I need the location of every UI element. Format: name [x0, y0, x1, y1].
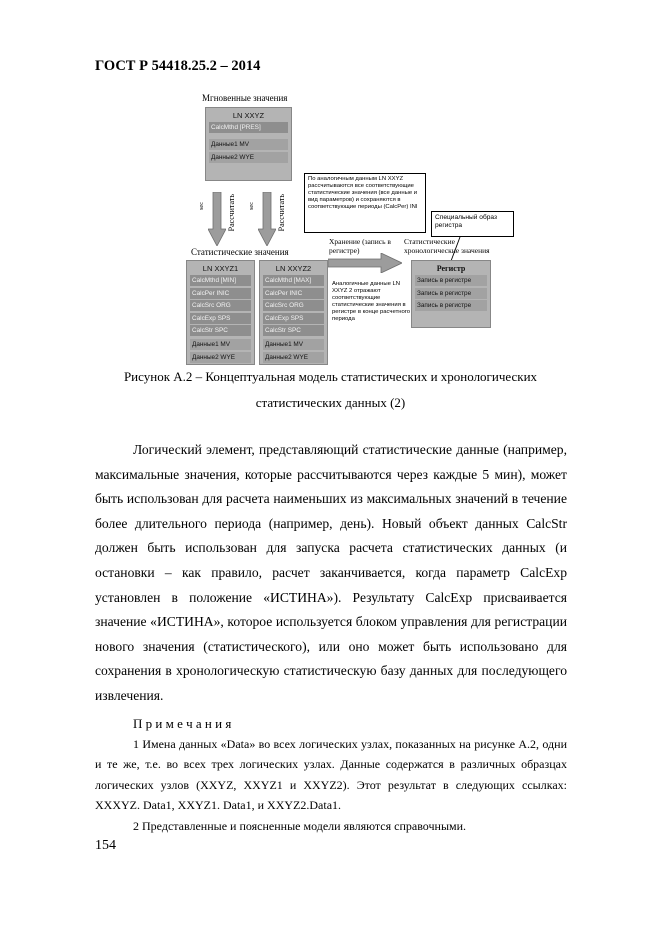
- ln-xxyz1-row: CalcStr SPC: [190, 325, 251, 336]
- ln-xxyz2-row: CalcMthd [MAX]: [263, 275, 324, 286]
- ln-xxyz2-title: LN XXYZ2: [275, 264, 312, 273]
- ln-xxyz1-row: Данные1 MV: [190, 339, 251, 350]
- ln-xxyz1-row: CalcSrc ORG: [190, 300, 251, 311]
- body-text-block: [95, 438, 567, 836]
- sec-label: sec: [198, 202, 205, 211]
- ln-xxyz-row: Данные1 MV: [209, 139, 288, 150]
- register-row: Запись в регистре: [415, 288, 487, 299]
- register-row: Запись в регистре: [415, 275, 487, 286]
- down-arrow-icon: [208, 192, 226, 251]
- register-row: Запись в регистре: [415, 300, 487, 311]
- instant-values-label: Мгновенные значения: [202, 93, 288, 103]
- right-arrow-icon: [328, 253, 402, 278]
- page-number: 154: [95, 838, 116, 853]
- ln-xxyz-row: Данные2 WYE: [209, 152, 288, 163]
- notes-title: П р и м е ч а н и я: [133, 715, 232, 731]
- ln-xxyz1-row: CalcMthd [MIN]: [190, 275, 251, 286]
- down-arrow-icon: [258, 192, 276, 251]
- register-callout: Специальный образ регистра: [431, 211, 514, 237]
- chronological-values-label: Статистические хронологические значения: [404, 237, 490, 255]
- ln-xxyz1-box: [186, 260, 255, 365]
- sec-label: sec: [248, 202, 255, 211]
- note-2: 2 Представленные и поясненные модели являются справочными.: [133, 818, 467, 833]
- ln-xxyz2-row: CalcPer INIC: [263, 288, 324, 299]
- ln-xxyz1-title: LN XXYZ1: [202, 264, 239, 273]
- middle-note-text: Аналогичные данные LN XXYZ 2 отражают соответствующие статистические значения в регистре в конце расчетного периода: [332, 281, 411, 323]
- ln-xxyz2-row: Данные1 MV: [263, 339, 324, 350]
- register-title: Регистр: [436, 264, 466, 273]
- note-1: 1 Имена данных «Data» во всех логических узлах, показанных на рисунке А.2, одни и те же, т.е. во всех трех логических узлах. Данные содержатся в различных образцах логических узлов (XXYZ, XXYZ1 и XXYZ2). Этот результат в следующих ссылках: XXXYZ. Data1, XXYZ1. Data1, и XXYZ2.Data1.: [95, 736, 567, 813]
- ln-xxyz-box: [205, 107, 292, 181]
- statistical-values-label: Статистические значения: [191, 247, 289, 257]
- ln-xxyz2-row: CalcStr SPC: [263, 325, 324, 336]
- ln-xxyz1-row: Данные2 WYE: [190, 352, 251, 363]
- ln-xxyz2-row: CalcExp SPS: [263, 313, 324, 324]
- ln-xxyz2-box: [259, 260, 328, 365]
- page-header: ГОСТ Р 54418.25.2 – 2014: [95, 58, 261, 74]
- ln-xxyz2-row: CalcSrc ORG: [263, 300, 324, 311]
- register-box: [411, 260, 491, 328]
- body-paragraph: Логический элемент, представляющий статистические данные (например, максимальные значения, которые рассчитываются через каждые 5 мин), может быть использован для расчета наименьших из максимальных значений в течение более длительного периода (например, день). Новый объект данных CalcStr должен быть использован для запуска расчета статистических данных (и остановки – как правило, расчет заканчивается, когда параметр CalcExp установлен в положение «ИСТИНА»). Результату CalcExp присваивается значение «ИСТИНА», которое используется блоком управления для регистрации нового значения (статистического), или оно может быть использовано для сохранения в хронологическую статистическую базу данных для последующего извлечения.: [95, 442, 567, 703]
- storage-label: Хранение (запись в регистре): [329, 237, 391, 255]
- ln-xxyz1-row: CalcPer INIC: [190, 288, 251, 299]
- top-note-box: По аналогичным данным LN XXYZ рассчитываются все соответствующие статистические значения (все данные и вид параметров) и сохраняются в соответствующие периоды (CalcPer) INI: [304, 173, 426, 233]
- calculate-label: Рассчитать: [277, 194, 286, 232]
- ln-xxyz-title: LN XXYZ: [232, 111, 265, 120]
- calculate-label: Рассчитать: [227, 194, 236, 232]
- figure-caption-line1: Рисунок А.2 – Концептуальная модель статистических и хронологических: [123, 369, 538, 384]
- figure-caption-line2: статистических данных (2): [255, 395, 406, 410]
- ln-xxyz2-row: Данные2 WYE: [263, 352, 324, 363]
- ln-xxyz1-row: CalcExp SPS: [190, 313, 251, 324]
- ln-xxyz-row: CalcMthd [PRES]: [209, 122, 288, 133]
